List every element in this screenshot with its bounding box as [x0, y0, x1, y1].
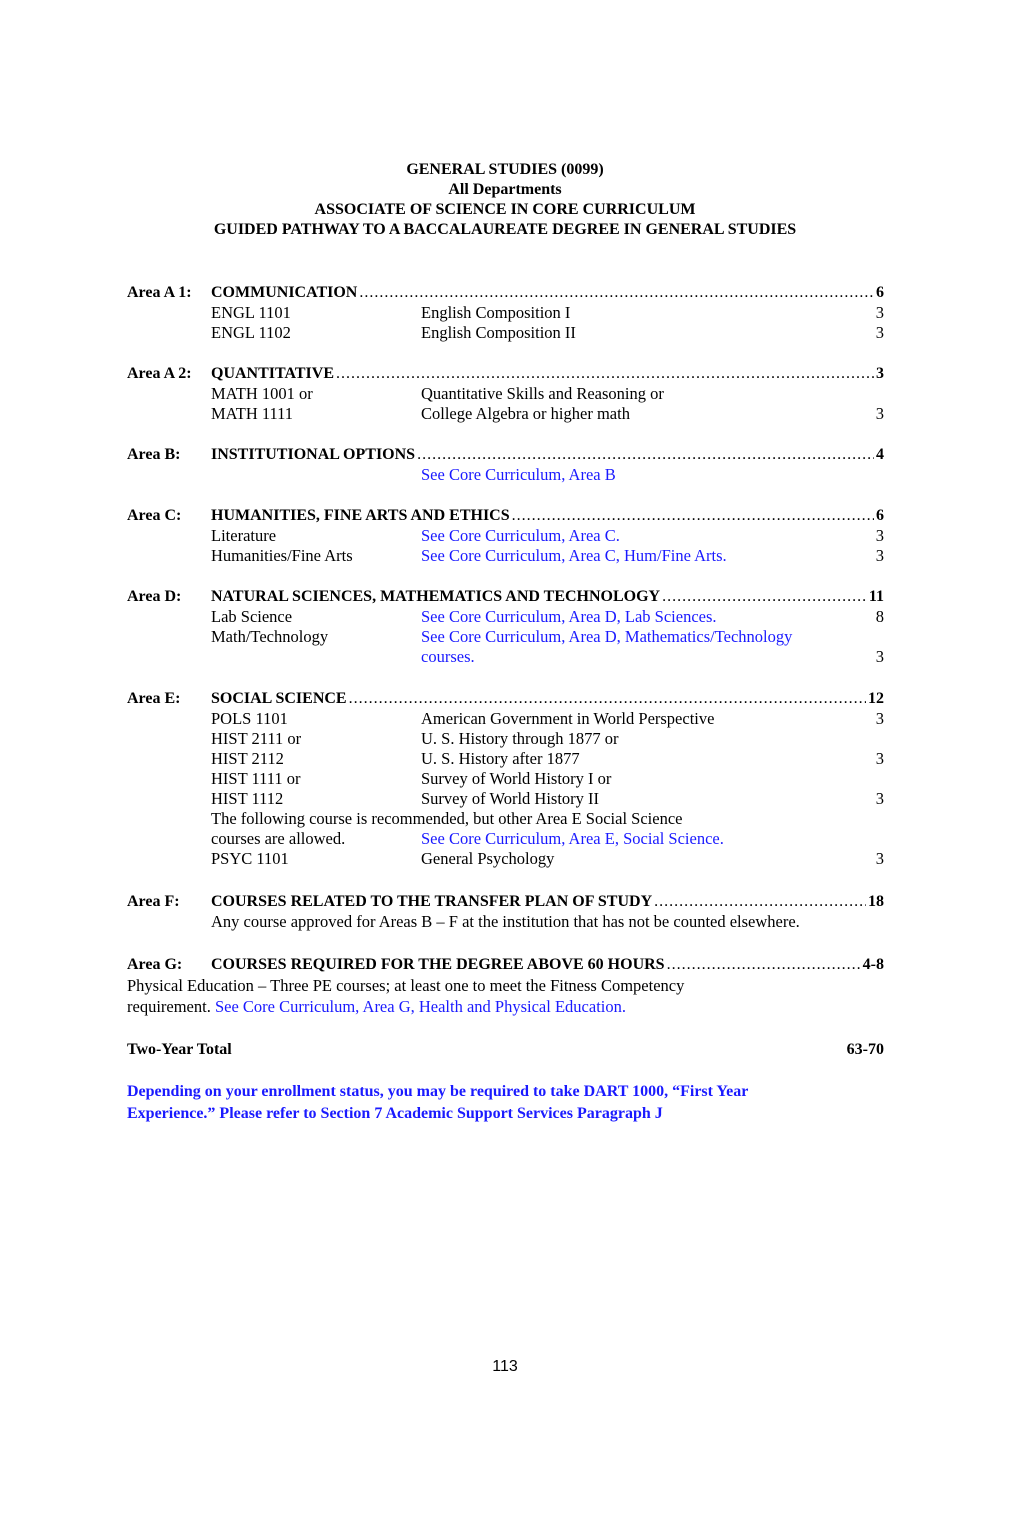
- enrollment-note-line: Experience.” Please refer to Section 7 Academic Support Services Paragraph J: [127, 1105, 663, 1122]
- course-code: MATH 1001 or: [211, 384, 313, 403]
- course-row: [127, 789, 884, 809]
- course-credits: 3: [875, 709, 884, 728]
- area-g-section: [127, 955, 884, 1017]
- area-title: NATURAL SCIENCES, MATHEMATICS AND TECHNOLOGY: [211, 588, 661, 605]
- course-code: Math/Technology: [211, 627, 329, 646]
- course-row: [127, 546, 884, 566]
- area-title: QUANTITATIVE: [211, 365, 334, 382]
- recommendation-note: [127, 829, 884, 849]
- area-a1-section: [127, 283, 884, 343]
- area-hours: 3: [876, 365, 884, 382]
- course-code: POLS 1101: [211, 709, 288, 728]
- page-number: 113: [492, 1358, 518, 1375]
- area-heading: [127, 506, 884, 526]
- area-title: COURSES RELATED TO THE TRANSFER PLAN OF STUDY: [211, 893, 653, 910]
- course-title: Survey of World History I or: [421, 769, 612, 788]
- dot-leader: [662, 587, 867, 607]
- core-curriculum-link[interactable]: See Core Curriculum, Area D, Mathematics/Technology: [421, 627, 793, 646]
- core-curriculum-link[interactable]: See Core Curriculum, Area D, Lab Sciences.: [421, 607, 717, 626]
- course-title: English Composition II: [421, 323, 576, 342]
- dot-leader: [417, 445, 874, 465]
- area-hours: 6: [876, 284, 884, 301]
- area-heading: [127, 283, 884, 303]
- course-title: Quantitative Skills and Reasoning or: [421, 384, 664, 403]
- area-heading: [127, 587, 884, 607]
- area-label: Area C:: [127, 507, 182, 524]
- dot-leader: [359, 283, 874, 303]
- course-credits: 3: [875, 749, 884, 768]
- course-row: [127, 303, 884, 323]
- course-code: HIST 1112: [211, 789, 284, 808]
- course-row: [127, 849, 884, 869]
- core-curriculum-link-continued[interactable]: courses.: [421, 647, 475, 666]
- area-heading: [127, 364, 884, 384]
- area-description-text: Physical Education – Three PE courses; at least one to meet the Fitness Competency: [127, 976, 685, 995]
- dot-leader: [349, 689, 866, 709]
- area-label: Area A 2:: [127, 365, 192, 382]
- course-credits: 3: [875, 526, 884, 545]
- course-code: HIST 2111 or: [211, 729, 302, 748]
- course-code: HIST 1111 or: [211, 769, 301, 788]
- dot-leader: [336, 364, 874, 384]
- area-c-section: [127, 506, 884, 566]
- area-heading: [127, 892, 884, 912]
- course-credits: 3: [875, 323, 884, 342]
- area-f-section: [127, 892, 884, 932]
- core-curriculum-link[interactable]: See Core Curriculum, Area G, Health and Physical Education.: [214, 997, 626, 1016]
- course-title: American Government in World Perspective: [421, 709, 715, 728]
- area-title: SOCIAL SCIENCE: [211, 690, 347, 707]
- course-row: [127, 749, 884, 769]
- course-credits: 8: [875, 607, 884, 626]
- course-credits: 3: [875, 647, 884, 666]
- course-credits: 3: [875, 404, 884, 423]
- dot-leader: [512, 506, 874, 526]
- area-a2-section: [127, 364, 884, 424]
- area-description-text: requirement.: [127, 997, 211, 1016]
- area-description-line: [127, 996, 626, 1017]
- area-hours: 6: [876, 507, 884, 524]
- course-row: [127, 323, 884, 343]
- core-curriculum-link[interactable]: See Core Curriculum, Area B: [421, 465, 616, 484]
- area-e-section: [127, 689, 884, 869]
- course-row: [127, 404, 884, 424]
- area-title: HUMANITIES, FINE ARTS AND ETHICS: [211, 507, 510, 524]
- area-description: [127, 975, 884, 996]
- area-title: INSTITUTIONAL OPTIONS: [211, 446, 416, 463]
- course-title: U. S. History after 1877: [421, 749, 580, 768]
- area-description-text: Any course approved for Areas B – F at the institution that has not be counted elsewhere.: [211, 912, 800, 931]
- area-title: COURSES REQUIRED FOR THE DEGREE ABOVE 60 HOURS: [211, 956, 665, 973]
- document-title: [0, 160, 1010, 240]
- enrollment-note-line: Depending on your enrollment status, you may be required to take DART 1000, “First Year: [127, 1083, 749, 1100]
- dot-leader: [667, 955, 861, 975]
- course-row: [127, 607, 884, 627]
- course-code: HIST 2112: [211, 749, 284, 768]
- course-title: General Psychology: [421, 849, 555, 868]
- course-row: [127, 647, 884, 667]
- total-label: Two-Year Total: [127, 1041, 232, 1058]
- course-code: ENGL 1102: [211, 323, 291, 342]
- course-row: [127, 465, 884, 485]
- course-title: Survey of World History II: [421, 789, 600, 808]
- course-code: MATH 1111: [211, 404, 294, 423]
- course-code: ENGL 1101: [211, 303, 291, 322]
- course-code: Lab Science: [211, 607, 293, 626]
- recommendation-note: [127, 809, 884, 829]
- area-heading: [127, 955, 884, 975]
- area-description: [127, 996, 884, 1017]
- area-title: COMMUNICATION: [211, 284, 358, 301]
- area-hours: 4-8: [862, 956, 884, 973]
- course-row: [127, 627, 884, 647]
- course-code: PSYC 1101: [211, 849, 289, 868]
- enrollment-note: [127, 1081, 887, 1125]
- course-row: [127, 709, 884, 729]
- area-label: Area G:: [127, 956, 183, 973]
- course-code: Humanities/Fine Arts: [211, 546, 353, 565]
- area-label: Area E:: [127, 690, 181, 707]
- course-title: College Algebra or higher math: [421, 404, 630, 423]
- recommendation-text: courses are allowed.: [211, 829, 346, 848]
- core-curriculum-link[interactable]: See Core Curriculum, Area C, Hum/Fine Arts.: [421, 546, 727, 565]
- course-row: [127, 769, 884, 789]
- area-heading: [127, 689, 884, 709]
- area-description: [127, 912, 884, 932]
- area-b-section: [127, 445, 884, 485]
- area-label: Area B:: [127, 446, 181, 463]
- total-value: 63-70: [846, 1041, 884, 1058]
- course-row: [127, 526, 884, 546]
- dot-leader: [654, 892, 866, 912]
- area-hours: 12: [868, 690, 884, 707]
- core-curriculum-link[interactable]: See Core Curriculum, Area C.: [421, 526, 620, 545]
- department-line: All Departments: [448, 181, 562, 198]
- area-hours: 4: [876, 446, 884, 463]
- course-title: U. S. History through 1877 or: [421, 729, 619, 748]
- area-label: Area D:: [127, 588, 182, 605]
- course-code: Literature: [211, 526, 277, 545]
- area-d-section: [127, 587, 884, 667]
- area-label: Area A 1:: [127, 284, 192, 301]
- pathway-title: GUIDED PATHWAY TO A BACCALAUREATE DEGREE IN GENERAL STUDIES: [213, 221, 797, 238]
- course-row: [127, 384, 884, 404]
- course-title: English Composition I: [421, 303, 571, 322]
- area-hours: 11: [868, 588, 884, 605]
- area-heading: [127, 445, 884, 465]
- two-year-total: [127, 1040, 884, 1060]
- degree-title: ASSOCIATE OF SCIENCE IN CORE CURRICULUM: [314, 201, 696, 218]
- course-credits: 3: [875, 789, 884, 808]
- core-curriculum-link[interactable]: See Core Curriculum, Area E, Social Science.: [421, 829, 724, 848]
- course-credits: 3: [875, 849, 884, 868]
- area-label: Area F:: [127, 893, 180, 910]
- recommendation-text: The following course is recommended, but other Area E Social Science: [211, 809, 683, 828]
- course-credits: 3: [875, 303, 884, 322]
- program-title: GENERAL STUDIES (0099): [406, 161, 604, 178]
- course-credits: 3: [875, 546, 884, 565]
- course-row: [127, 729, 884, 749]
- area-hours: 18: [868, 893, 884, 910]
